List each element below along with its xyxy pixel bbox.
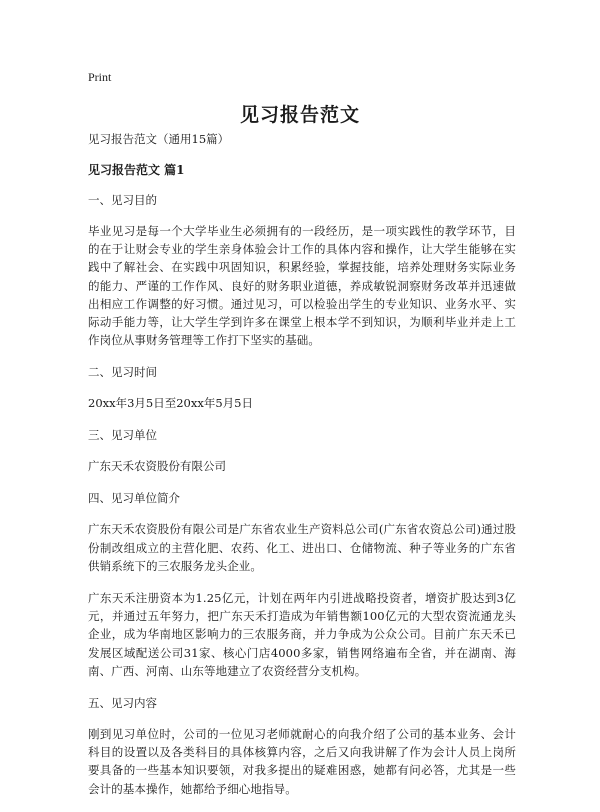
paragraph-purpose: 毕业见习是每一个大学毕业生必须拥有的一段经历，是一项实践性的教学环节，目的在于让财会专业的学生亲身体验会计工作的具体内容和操作，让大学生能够在实践中了解社会、在实践中巩固知识，积累经验，掌握技能，培养处理财务实际业务的能力、严谨的工作作风、良好的财务职业道德，养成敏锐洞察财务改革并迅速做出相应工作调整的好习惯。通过见习，可以检验出学生的专业知识、业务水平、实际动手能力等，让大学生学到许多在课堂上根本学不到知识，为顺利毕业并走上工作岗位从事财务管理等工作打下坚实的基础。 <box>88 224 516 348</box>
section-heading: 见习报告范文 篇1 <box>88 163 185 177</box>
page-title: 见习报告范文 <box>239 104 360 126</box>
document-subtitle: 见习报告范文（通用15篇） <box>88 132 230 146</box>
heading-content: 五、见习内容 <box>88 696 157 711</box>
internship-unit: 广东天禾农资股份有限公司 <box>88 459 226 474</box>
heading-unit-intro: 四、见习单位简介 <box>88 491 180 506</box>
paragraph-content: 刚到见习单位时，公司的一位见习老师就耐心的向我介绍了公司的基本业务、会计科目的设置以及各类科目的具体核算内容，之后又向我讲解了作为会计人员上岗所要具备的一些基本知识要领，对我多提出的疑难困惑，她都有问必答，尤其是一些会计的基本操作，她都给予细心地指导。 <box>88 727 516 796</box>
heading-unit: 三、见习单位 <box>88 428 157 443</box>
internship-time: 20xx年3月5日至20xx年5月5日 <box>88 396 253 411</box>
paragraph-unit-intro-1: 广东天禾农资股份有限公司是广东省农业生产资料总公司(广东省农资总公司)通过股份制改组成立的主营化肥、农药、化工、进出口、仓储物流、种子等业务的广东省供销系统下的三农服务龙头企业。 <box>88 522 516 573</box>
document-body <box>88 130 516 812</box>
print-label[interactable]: Print <box>88 70 112 84</box>
heading-purpose: 一、见习目的 <box>88 193 157 207</box>
paragraph-unit-intro-2: 广东天禾注册资本为1.25亿元，计划在两年内引进战略投资者，增资扩股达到3亿元，并通过五年努力，把广东天禾打造成为年销售额100亿元的大型农资流通龙头企业，成为华南地区影响力的三农服务商，并力争成为公众公司。目前广东天禾已发展区域配送公司31家、核心门店4000多家，销售网络遍布全省，并在湖南、海南、广西、河南、山东等地建立了农资经营分支机构。 <box>88 591 516 678</box>
heading-time: 二、见习时间 <box>88 365 157 380</box>
